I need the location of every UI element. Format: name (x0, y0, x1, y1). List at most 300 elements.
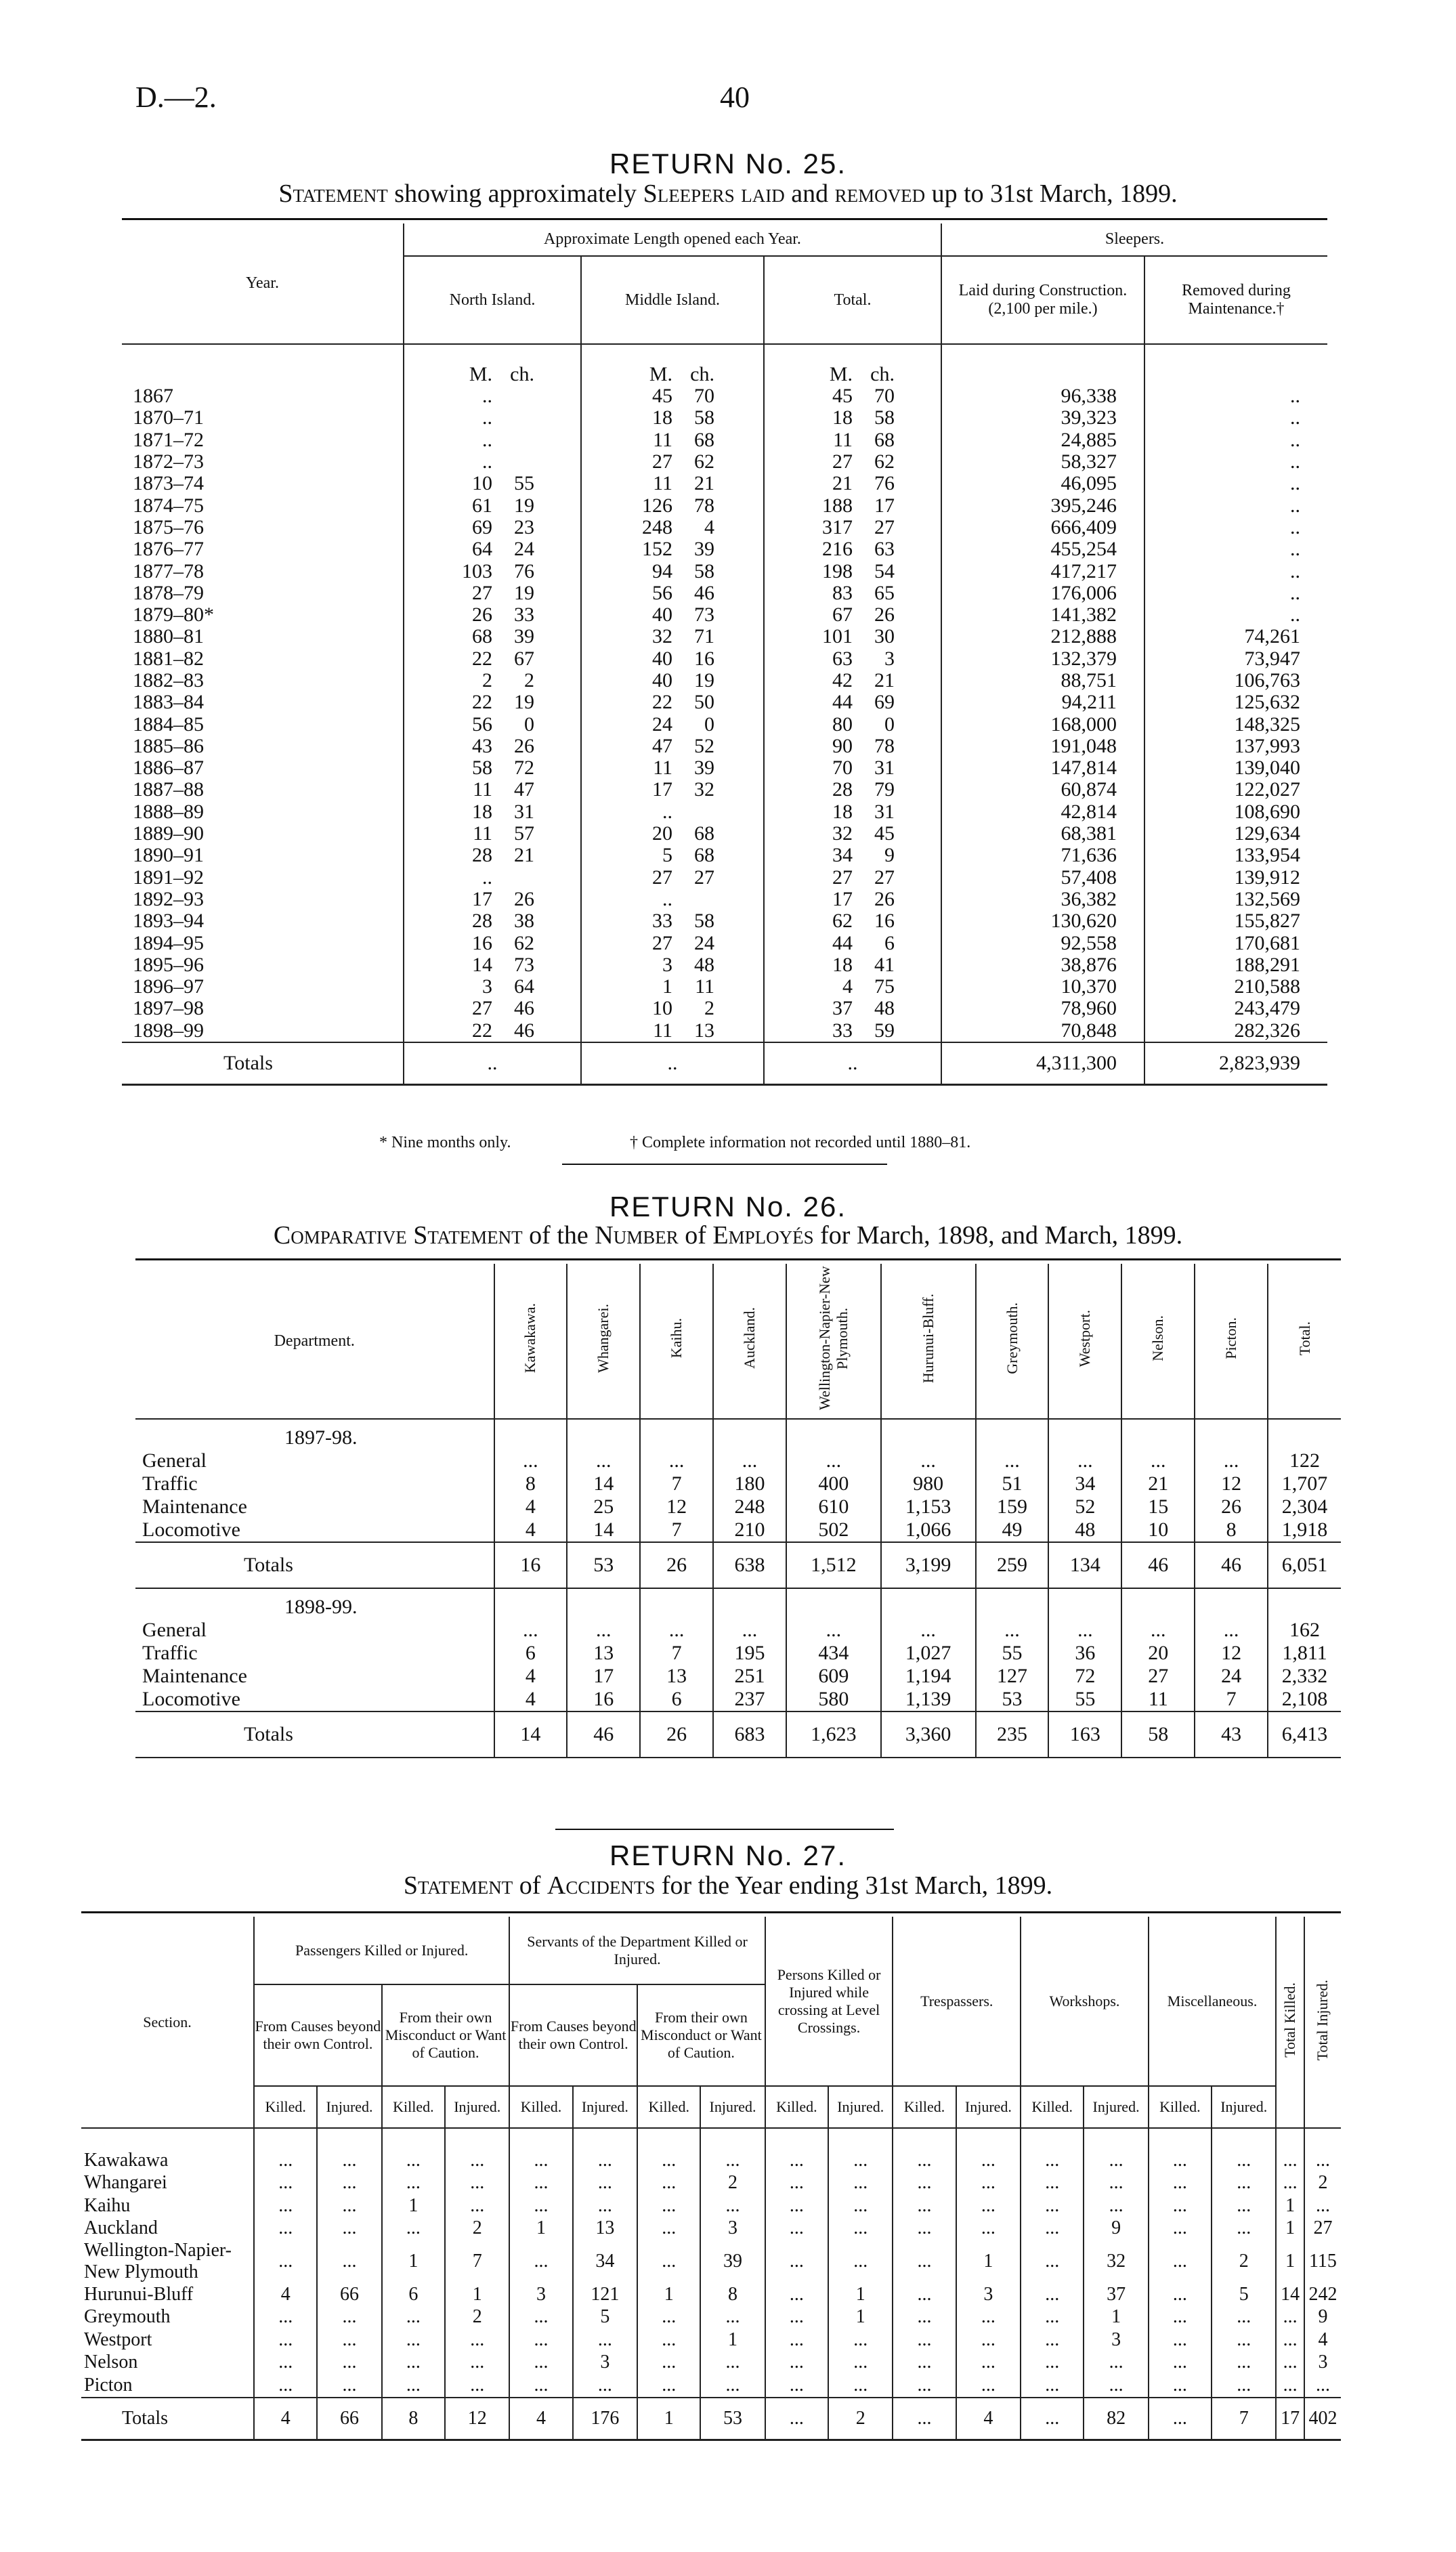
department-label: General (142, 1619, 207, 1641)
accident-cell: ... (828, 2240, 893, 2283)
total-cell: 12 (445, 2398, 509, 2440)
section-label: Kawakawa (84, 2149, 169, 2171)
total-cell: 33 59 (764, 1020, 941, 1042)
accident-cell: ... (317, 2352, 381, 2375)
removed-cell: .. (1144, 517, 1327, 538)
accident-cell: ... (509, 2306, 572, 2329)
department-label: Maintenance (142, 1495, 247, 1518)
accident-cell: ... (637, 2194, 700, 2217)
department-row (135, 1642, 1341, 1665)
accident-cell: ... (254, 2217, 317, 2240)
north-cell: 61 19 (404, 494, 581, 516)
total-cell: 66 (317, 2398, 381, 2440)
return27-table (81, 1917, 1341, 2441)
removed-cell: 170,681 (1144, 932, 1327, 954)
count-cell: 27 (1121, 1665, 1195, 1688)
accident-cell: 37 (1084, 2283, 1148, 2306)
return25-row (122, 910, 1327, 932)
accident-cell: ... (445, 2194, 509, 2217)
north-cell: 18 31 (404, 801, 581, 823)
removed-cell: 108,690 (1144, 801, 1327, 823)
accident-cell: ... (382, 2352, 445, 2375)
accident-cell: ... (1304, 2149, 1341, 2172)
middle-cell: 11 13 (581, 1020, 764, 1042)
count-cell: 4 (494, 1495, 568, 1518)
accident-cell: ... (445, 2374, 509, 2398)
year-heading-row (135, 1419, 1341, 1449)
column-header: Hurunui-Bluff. (881, 1264, 976, 1419)
year-cell: 1872–73 (133, 450, 204, 473)
north-cell: 22 46 (404, 1020, 581, 1042)
accident-cell: 2 (445, 2217, 509, 2240)
return25-row (122, 429, 1327, 451)
return25-row (122, 998, 1327, 1019)
total-cell: 44 69 (764, 692, 941, 713)
accident-cell: ... (893, 2172, 956, 2195)
injured-subheader: Injured. (1212, 2086, 1276, 2128)
count-cell: ... (1121, 1449, 1195, 1472)
count-cell: 1,066 (881, 1518, 976, 1542)
count-cell: 8 (1195, 1518, 1268, 1542)
accident-cell: ... (893, 2149, 956, 2172)
total-cell: 45 70 (764, 385, 941, 407)
accident-cell: ... (1212, 2217, 1276, 2240)
accident-cell: 27 (1304, 2217, 1341, 2240)
return27-subtitle: Statement of Accidents for the Year ending 31st March, 1899. (403, 1871, 1053, 1900)
laid-cell: 57,408 (941, 867, 1144, 889)
total-cell: 402 (1304, 2398, 1341, 2440)
accident-cell: ... (382, 2217, 445, 2240)
laid-cell: 46,095 (941, 473, 1144, 494)
department-row (135, 1495, 1341, 1518)
count-cell: ... (1195, 1619, 1268, 1642)
accident-cell: 34 (573, 2240, 637, 2283)
return25-row (122, 560, 1327, 582)
count-cell: 1,811 (1268, 1642, 1341, 1665)
total-cell: 46 (1121, 1542, 1195, 1588)
count-cell: 14 (567, 1518, 640, 1542)
accident-cell: ... (1304, 2374, 1341, 2398)
accident-cell: 39 (700, 2240, 765, 2283)
total-cell: 27 27 (764, 867, 941, 889)
accident-cell: ... (1021, 2374, 1084, 2398)
accident-cell: ... (1276, 2172, 1304, 2195)
removed-cell: 282,326 (1144, 1020, 1327, 1042)
year-cell: 1873–74 (133, 472, 204, 495)
total-cell: 134 (1048, 1542, 1121, 1588)
count-cell: 21 (1121, 1472, 1195, 1495)
year-cell: 1893–94 (133, 910, 204, 933)
accident-cell: 1 (382, 2240, 445, 2283)
department-label: Traffic (142, 1472, 198, 1495)
north-cell: .. (404, 867, 581, 889)
accident-cell: ... (573, 2374, 637, 2398)
total-cell: 2 (828, 2398, 893, 2440)
accident-cell: 14 (1276, 2283, 1304, 2306)
accident-cell: ... (509, 2194, 572, 2217)
north-cell: 26 33 (404, 604, 581, 626)
year-cell: 1892–93 (133, 887, 204, 910)
accident-cell: ... (1149, 2172, 1212, 2195)
laid-cell: 88,751 (941, 670, 1144, 692)
north-cell: 16 62 (404, 932, 581, 954)
accident-cell: ... (254, 2352, 317, 2375)
accident-cell: 3 (956, 2283, 1021, 2306)
return25-row (122, 801, 1327, 823)
north-cell: 28 38 (404, 910, 581, 932)
north-cell: 14 73 (404, 954, 581, 976)
middle-cell: 248 4 (581, 517, 764, 538)
return25-subtitle: Statement showing approximately Sleepers laid and removed up to 31st March, 1899. (278, 179, 1178, 208)
accident-cell: ... (956, 2149, 1021, 2172)
total-cell: 638 (713, 1542, 786, 1588)
count-cell: 17 (567, 1665, 640, 1688)
removed-cell: 132,569 (1144, 889, 1327, 910)
north-cell: 22 67 (404, 648, 581, 670)
total-cell: 1,623 (786, 1711, 881, 1758)
count-cell: 53 (976, 1688, 1049, 1711)
section-label: Picton (84, 2374, 133, 2396)
accident-cell: ... (1021, 2240, 1084, 2283)
accident-cell: 9 (1084, 2217, 1148, 2240)
accident-cell: ... (445, 2149, 509, 2172)
middle-cell: 126 78 (581, 494, 764, 516)
total-cell: 317 27 (764, 517, 941, 538)
page-number: 40 (720, 81, 750, 114)
count-cell: 127 (976, 1665, 1049, 1688)
removed-cell: .. (1144, 494, 1327, 516)
total-cell: 37 48 (764, 998, 941, 1019)
middle-island-header: Middle Island. (581, 256, 764, 344)
north-cell: .. (404, 429, 581, 451)
removed-cell: 133,954 (1144, 845, 1327, 866)
count-cell: 34 (1048, 1472, 1121, 1495)
section-row (81, 2240, 1341, 2283)
total-cell: 70 31 (764, 757, 941, 779)
return25-row (122, 713, 1327, 735)
total-cell: 34 9 (764, 845, 941, 866)
total-cell: 3,360 (881, 1711, 976, 1758)
north-cell: .. (404, 385, 581, 407)
accident-cell: 3 (700, 2217, 765, 2240)
removed-cell: 243,479 (1144, 998, 1327, 1019)
accident-cell: ... (573, 2328, 637, 2352)
removed-cell: 137,993 (1144, 736, 1327, 757)
total-cell: 46 (1195, 1542, 1268, 1588)
passengers-header: Passengers Killed or Injured. (254, 1917, 509, 1984)
accident-cell: 1 (637, 2283, 700, 2306)
total-cell: 3,199 (881, 1542, 976, 1588)
year-cell: 1870–71 (133, 406, 204, 429)
count-cell: ... (713, 1449, 786, 1472)
year-cell: 1876–77 (133, 538, 204, 561)
total-cell: 67 26 (764, 604, 941, 626)
accident-cell: ... (637, 2306, 700, 2329)
north-cell: 69 23 (404, 517, 581, 538)
total-cell: ... (1149, 2398, 1212, 2440)
accident-cell: ... (893, 2217, 956, 2240)
accident-cell: ... (828, 2172, 893, 2195)
accident-cell: ... (893, 2306, 956, 2329)
count-cell: ... (786, 1449, 881, 1472)
total-cell: 4 (509, 2398, 572, 2440)
accident-cell: ... (1149, 2149, 1212, 2172)
laid-cell: 78,960 (941, 998, 1144, 1019)
total-cell: 4 75 (764, 976, 941, 998)
middle-cell: 20 68 (581, 823, 764, 845)
accident-cell: ... (1084, 2194, 1148, 2217)
killed-subheader: Killed. (509, 2086, 572, 2128)
count-cell: 4 (494, 1688, 568, 1711)
accident-cell: ... (956, 2352, 1021, 2375)
accident-cell: ... (254, 2194, 317, 2217)
department-label: Maintenance (142, 1665, 247, 1687)
accident-cell: ... (1021, 2149, 1084, 2172)
middle-cell: 27 27 (581, 867, 764, 889)
accident-cell: 7 (445, 2240, 509, 2283)
middle-cell: 11 68 (581, 429, 764, 451)
section-label: Auckland (84, 2217, 158, 2239)
department-label: Traffic (142, 1642, 198, 1664)
accident-cell: 1 (509, 2217, 572, 2240)
accident-cell: ... (765, 2194, 828, 2217)
north-cell: 10 55 (404, 473, 581, 494)
total-cell: 18 41 (764, 954, 941, 976)
servants-header: Servants of the Department Killed or Injured. (509, 1917, 765, 1984)
accident-cell: ... (828, 2374, 893, 2398)
column-header: Kawakawa. (494, 1264, 568, 1419)
accident-cell: ... (1084, 2149, 1148, 2172)
accident-cell: 2 (1212, 2240, 1276, 2283)
total-cell: 27 62 (764, 451, 941, 473)
accident-cell: ... (1149, 2283, 1212, 2306)
section-label: Nelson (84, 2352, 138, 2373)
accident-cell: ... (317, 2149, 381, 2172)
injured-subheader: Injured. (1084, 2086, 1148, 2128)
year-cell: 1867 (133, 385, 173, 408)
count-cell: 609 (786, 1665, 881, 1688)
accident-cell: ... (765, 2240, 828, 2283)
accident-cell: ... (893, 2328, 956, 2352)
total-cell: 163 (1048, 1711, 1121, 1758)
north-cell: 22 19 (404, 692, 581, 713)
accident-cell: 6 (382, 2283, 445, 2306)
totals-row (135, 1711, 1341, 1758)
accident-cell: 1 (445, 2283, 509, 2306)
north-cell: 11 57 (404, 823, 581, 845)
north-cell: 28 21 (404, 845, 581, 866)
count-cell: 195 (713, 1642, 786, 1665)
total-cell: 259 (976, 1542, 1049, 1588)
count-cell: 1,194 (881, 1665, 976, 1688)
accident-cell: ... (1149, 2240, 1212, 2283)
accident-cell: ... (509, 2352, 572, 2375)
count-cell: ... (567, 1449, 640, 1472)
count-cell: 980 (881, 1472, 976, 1495)
count-cell: ... (494, 1449, 568, 1472)
servants-misconduct-header: From their own Misconduct or Want of Caution. (637, 1984, 765, 2086)
removed-cell: 74,261 (1144, 626, 1327, 647)
total-cell: 44 6 (764, 932, 941, 954)
return25-row (122, 1020, 1327, 1042)
accident-cell: ... (956, 2172, 1021, 2195)
laid-cell: 71,636 (941, 845, 1144, 866)
return25-row (122, 517, 1327, 538)
total-cell: 7 (1212, 2398, 1276, 2440)
count-cell: 12 (1195, 1472, 1268, 1495)
totals-row (135, 1542, 1341, 1588)
year-cell: 1875–76 (133, 515, 204, 538)
footnote-nine-months: * Nine months only. (379, 1134, 511, 1151)
return27-totals-row (81, 2398, 1341, 2440)
accident-cell: ... (317, 2240, 381, 2283)
middle-cell: 47 52 (581, 736, 764, 757)
accident-cell: ... (1149, 2352, 1212, 2375)
accident-cell: ... (893, 2240, 956, 2283)
return25-row (122, 670, 1327, 692)
accident-cell: ... (1212, 2172, 1276, 2195)
count-cell: ... (640, 1449, 713, 1472)
north-cell: 27 46 (404, 998, 581, 1019)
laid-cell: 417,217 (941, 560, 1144, 582)
accident-cell: 242 (1304, 2283, 1341, 2306)
accident-cell: ... (1084, 2352, 1148, 2375)
killed-subheader: Killed. (893, 2086, 956, 2128)
count-cell: 400 (786, 1472, 881, 1495)
accident-cell: 13 (573, 2217, 637, 2240)
passengers-beyond-header: From Causes beyond their own Control. (254, 1984, 382, 2086)
return26-title: RETURN No. 26. (609, 1191, 847, 1222)
total-cell: 18 58 (764, 407, 941, 429)
section-row (81, 2283, 1341, 2306)
accident-cell: ... (765, 2283, 828, 2306)
count-cell: ... (640, 1619, 713, 1642)
count-cell: 51 (976, 1472, 1049, 1495)
laid-cell: 176,006 (941, 582, 1144, 604)
total-cell: 82 (1084, 2398, 1148, 2440)
accident-cell: ... (893, 2374, 956, 2398)
total-cell: 62 16 (764, 910, 941, 932)
accident-cell: 3 (1304, 2352, 1341, 2375)
accident-cell: ... (637, 2172, 700, 2195)
count-cell: 16 (567, 1688, 640, 1711)
accident-cell: ... (828, 2217, 893, 2240)
count-cell: 4 (494, 1518, 568, 1542)
middle-cell: 5 68 (581, 845, 764, 866)
accident-cell: ... (700, 2352, 765, 2375)
accident-cell: ... (1149, 2328, 1212, 2352)
laid-cell: 455,254 (941, 538, 1144, 560)
laid-cell: 70,848 (941, 1020, 1144, 1042)
total-cell: 43 (1195, 1711, 1268, 1758)
accident-cell: 115 (1304, 2240, 1341, 2283)
removed-cell: .. (1144, 451, 1327, 473)
accident-cell: ... (637, 2149, 700, 2172)
total-cell: 1,512 (786, 1542, 881, 1588)
count-cell: 12 (640, 1495, 713, 1518)
year-heading: 1898-99. (284, 1596, 358, 1618)
section-row (81, 2306, 1341, 2329)
accident-cell: ... (445, 2352, 509, 2375)
count-cell: 72 (1048, 1665, 1121, 1688)
count-cell: 122 (1268, 1449, 1341, 1472)
middle-cell: 32 71 (581, 626, 764, 647)
trespassers-header: Trespassers. (893, 1917, 1021, 2086)
total-cell: 32 45 (764, 823, 941, 845)
sleepers-header: Sleepers. (941, 224, 1327, 256)
total-cell: 46 (567, 1711, 640, 1758)
count-cell: 580 (786, 1688, 881, 1711)
column-header: Wellington-Napier-New Plymouth. (786, 1264, 881, 1419)
accident-cell: ... (1212, 2306, 1276, 2329)
count-cell: 434 (786, 1642, 881, 1665)
laid-cell: 36,382 (941, 889, 1144, 910)
north-cell: 58 72 (404, 757, 581, 779)
injured-subheader: Injured. (700, 2086, 765, 2128)
count-cell: ... (976, 1449, 1049, 1472)
count-cell: 610 (786, 1495, 881, 1518)
total-cell: 176 (573, 2398, 637, 2440)
north-cell: 17 26 (404, 889, 581, 910)
count-cell: 7 (1195, 1688, 1268, 1711)
accident-cell: ... (700, 2149, 765, 2172)
north-cell: 3 64 (404, 976, 581, 998)
year-cell: 1898–99 (133, 1019, 204, 1042)
total-injured-header: Total Injured. (1304, 1917, 1341, 2128)
accident-cell: 1 (828, 2283, 893, 2306)
total-cell: 4 (956, 2398, 1021, 2440)
accident-cell: ... (1276, 2149, 1304, 2172)
accident-cell: ... (1021, 2194, 1084, 2217)
return25-row (122, 473, 1327, 494)
killed-subheader: Killed. (1021, 2086, 1084, 2128)
total-length-header: Total. (764, 256, 941, 344)
total-cell: 6,051 (1268, 1542, 1341, 1588)
accident-cell: 4 (1304, 2328, 1341, 2352)
miscellaneous-header: Miscellaneous. (1149, 1917, 1277, 2086)
middle-cell: 45 70 (581, 385, 764, 407)
accident-cell: ... (1304, 2194, 1341, 2217)
count-cell: ... (1048, 1619, 1121, 1642)
north-cell: 68 39 (404, 626, 581, 647)
removed-cell: 210,588 (1144, 976, 1327, 998)
accident-cell: ... (828, 2194, 893, 2217)
count-cell: 13 (567, 1642, 640, 1665)
total-cell: 8 (382, 2398, 445, 2440)
year-cell: 1896–97 (133, 975, 204, 998)
count-cell: 6 (640, 1688, 713, 1711)
accident-cell: 1 (1276, 2194, 1304, 2217)
middle-cell: 27 24 (581, 932, 764, 954)
removed-cell: 139,040 (1144, 757, 1327, 779)
accident-cell: 2 (445, 2306, 509, 2329)
total-cell: 17 26 (764, 889, 941, 910)
accident-cell: ... (573, 2149, 637, 2172)
middle-cell: 40 19 (581, 670, 764, 692)
count-cell: 8 (494, 1472, 568, 1495)
accident-cell: ... (509, 2149, 572, 2172)
footnote-complete-info: † Complete information not recorded until 1880–81. (630, 1134, 971, 1151)
accident-cell: ... (765, 2149, 828, 2172)
total-cell: 53 (700, 2398, 765, 2440)
return26-table (135, 1264, 1341, 1758)
count-cell: 55 (976, 1642, 1049, 1665)
count-cell: 502 (786, 1518, 881, 1542)
laid-cell: 96,338 (941, 385, 1144, 407)
injured-subheader: Injured. (445, 2086, 509, 2128)
middle-cell: .. (581, 889, 764, 910)
count-cell: 1,707 (1268, 1472, 1341, 1495)
